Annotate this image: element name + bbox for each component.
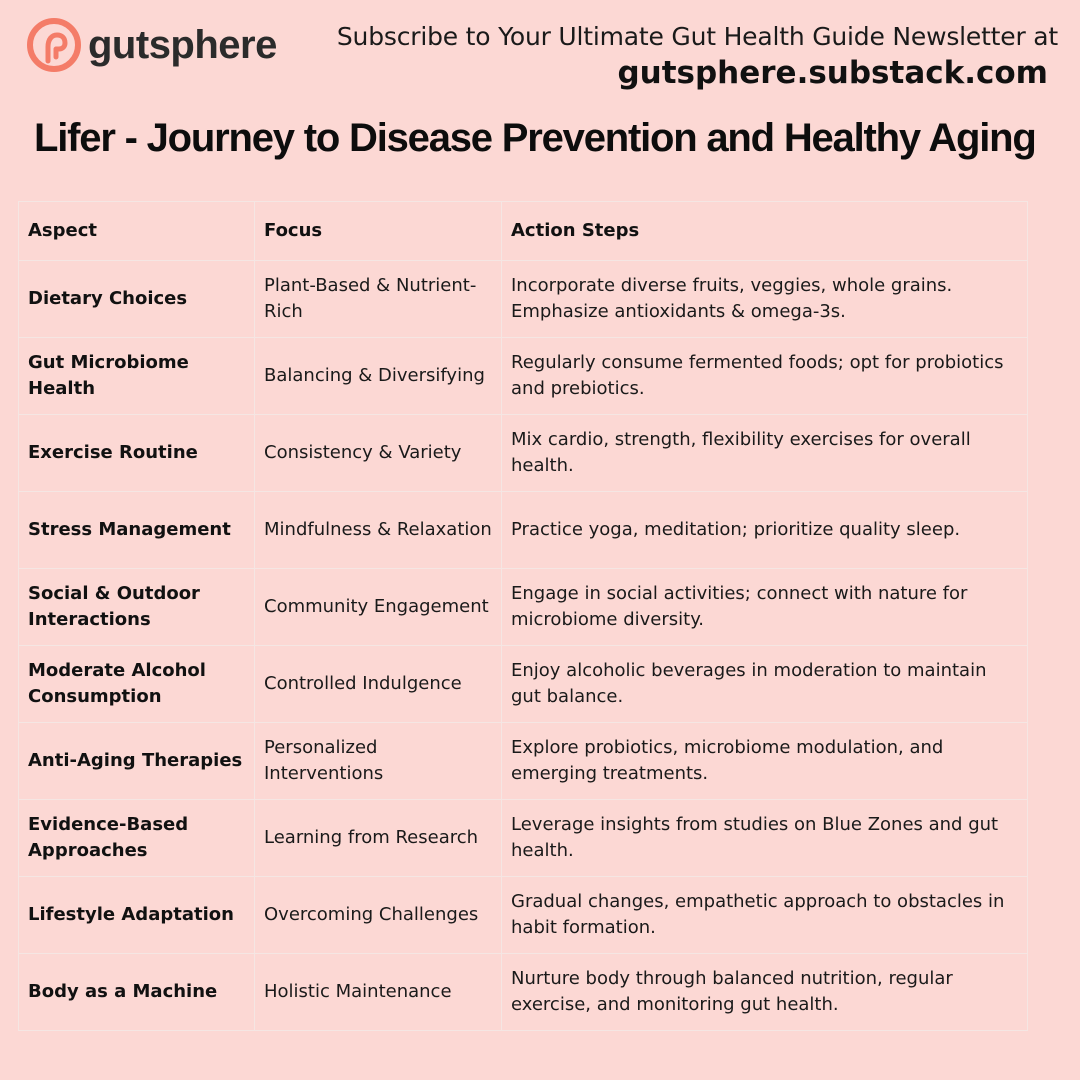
aspect-cell: Social & Outdoor Interactions: [19, 569, 255, 646]
brand-logo: [26, 17, 277, 73]
focus-cell: Controlled Indulgence: [255, 646, 502, 723]
subscribe-banner: [298, 22, 1058, 91]
table-row: [19, 954, 1028, 1031]
aspect-cell: Evidence-Based Approaches: [19, 800, 255, 877]
page-title: Lifer - Journey to Disease Prevention and Healthy Aging: [34, 116, 1036, 160]
column-header-focus: Focus: [255, 202, 502, 261]
focus-cell: Personalized Interventions: [255, 723, 502, 800]
table-row: [19, 261, 1028, 338]
focus-cell: Learning from Research: [255, 800, 502, 877]
focus-cell: Community Engagement: [255, 569, 502, 646]
table-row: [19, 338, 1028, 415]
aspect-cell: Gut Microbiome Health: [19, 338, 255, 415]
aspect-cell: Moderate Alcohol Consumption: [19, 646, 255, 723]
action-cell: Mix cardio, strength, flexibility exercises for overall health.: [502, 415, 1028, 492]
focus-cell: Consistency & Variety: [255, 415, 502, 492]
newsletter-link[interactable]: gutsphere.substack.com: [617, 55, 1048, 91]
table-row: [19, 800, 1028, 877]
focus-cell: Holistic Maintenance: [255, 954, 502, 1031]
table-row: [19, 492, 1028, 569]
brand-name: gutsphere: [88, 22, 277, 67]
action-cell: Practice yoga, meditation; prioritize quality sleep.: [502, 492, 1028, 569]
action-cell: Explore probiotics, microbiome modulation, and emerging treatments.: [502, 723, 1028, 800]
table-row: [19, 646, 1028, 723]
action-cell: Regularly consume fermented foods; opt for probiotics and prebiotics.: [502, 338, 1028, 415]
focus-cell: Mindfulness & Relaxation: [255, 492, 502, 569]
focus-cell: Overcoming Challenges: [255, 877, 502, 954]
table-row: [19, 415, 1028, 492]
aspect-cell: Exercise Routine: [19, 415, 255, 492]
aspect-cell: Dietary Choices: [19, 261, 255, 338]
table-row: [19, 877, 1028, 954]
aspect-cell: Body as a Machine: [19, 954, 255, 1031]
column-header-aspect: Aspect: [19, 202, 255, 261]
action-cell: Nurture body through balanced nutrition, regular exercise, and monitoring gut health.: [502, 954, 1028, 1031]
table-row: [19, 569, 1028, 646]
table-header-row: [19, 202, 1028, 261]
lifer-table: [18, 201, 1028, 1031]
action-cell: Incorporate diverse fruits, veggies, whole grains. Emphasize antioxidants & omega-3s.: [502, 261, 1028, 338]
gut-outline-logo-icon: [26, 17, 82, 73]
table-row: [19, 723, 1028, 800]
action-cell: Gradual changes, empathetic approach to obstacles in habit formation.: [502, 877, 1028, 954]
action-cell: Enjoy alcoholic beverages in moderation to maintain gut balance.: [502, 646, 1028, 723]
action-cell: Engage in social activities; connect with nature for microbiome diversity.: [502, 569, 1028, 646]
aspect-cell: Stress Management: [19, 492, 255, 569]
focus-cell: Balancing & Diversifying: [255, 338, 502, 415]
aspect-cell: Anti-Aging Therapies: [19, 723, 255, 800]
column-header-action-steps: Action Steps: [502, 202, 1028, 261]
focus-cell: Plant-Based & Nutrient-Rich: [255, 261, 502, 338]
subscribe-text: Subscribe to Your Ultimate Gut Health Guide Newsletter at: [336, 22, 1058, 51]
aspect-cell: Lifestyle Adaptation: [19, 877, 255, 954]
action-cell: Leverage insights from studies on Blue Zones and gut health.: [502, 800, 1028, 877]
